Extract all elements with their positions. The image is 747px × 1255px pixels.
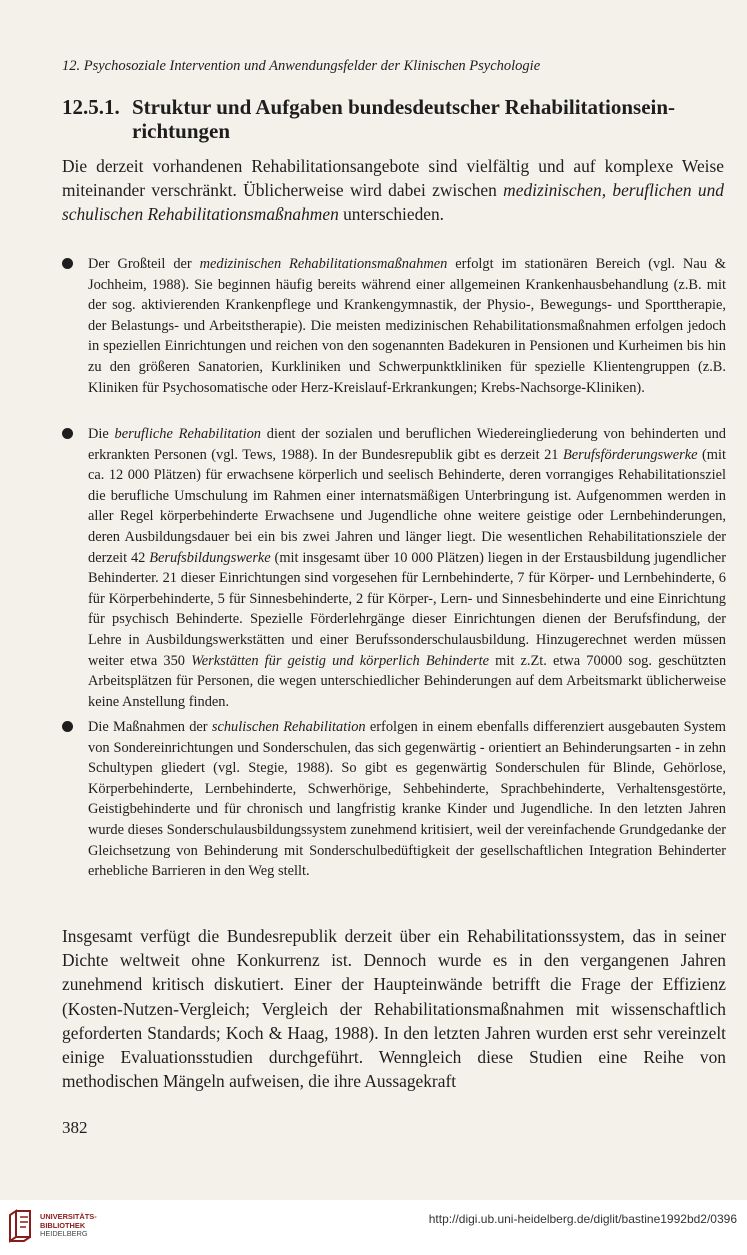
library-name [40, 1213, 97, 1239]
intro-text-1: Die derzeit vorhandenen Rehabilitationsangebote sind vielfältig und auf komplexe Weise miteinander verschränkt. Üblicherweise wird dabei zwischen [62, 156, 724, 200]
intro-paragraph [62, 154, 724, 226]
emphasis: schulischen Rehabilitation [211, 719, 366, 735]
text-run: erfolgt im stationären Bereich (vgl. Nau & Jochheim, 1988). Sie beginnen häufig bereits während einer allgemeinen Krankenhausbehandlung (z.B. mit der sog. aktivierenden Krankenpflege und Krankengymnastik, der Physio-, Bewegungs- und Sporttherapie, der Belastungs- und Arbeitstherapie). Die meisten medizinischen Rehabilitationsmaßnahmen erfolgen jedoch in speziellen Einrichtungen und reichen von den sogenannten Badekuren in Pensionen und Kurheimen bis hin zu den größeren Sanatorien, Kurkliniken und Schwerpunktkliniken für spezielle Klientengruppen (z.B. Kliniken für Psychosomatische oder Herz-Kreislauf-Erkrankungen; Krebs-Nachsorge-Kliniken). [88, 256, 726, 396]
library-logo-icon [8, 1209, 36, 1243]
bullet-medical-rehabilitation [62, 254, 726, 398]
bullet-dot-icon [62, 721, 73, 732]
emphasis: Berufsförderungswerke [562, 446, 698, 463]
text-run: dient der sozialen und beruflichen Wiedereingliederung von behinderten und erkrankten Personen (vgl. Tews, 1988). In der Bundesrepublik gibt es derzeit 21 [88, 426, 726, 463]
section-title-line-2: richtungen [132, 119, 231, 143]
intro-emphasis: medizinischen, beruflichen und schulischen Rehabilitationsmaßnahmen [62, 180, 724, 224]
bullet-school-rehabilitation [62, 717, 726, 882]
running-head: 12. Psychosoziale Intervention und Anwendungsfelder der Klinischen Psychologie [62, 58, 541, 74]
page-number: 382 [62, 1118, 88, 1137]
text-run: Die Maßnahmen der [88, 719, 212, 735]
intro-text-2: unterschieden. [338, 204, 445, 224]
text-run: Der Großteil der [88, 256, 200, 272]
emphasis: Werkstätten für geistig und körperlich Behinderte [191, 652, 490, 669]
emphasis: berufliche Rehabilitation [114, 426, 261, 442]
digitization-footer [0, 1200, 747, 1255]
source-url-link[interactable]: http://digi.ub.uni-heidelberg.de/diglit/bastine1992bd2/0396 [428, 1212, 737, 1226]
library-name-line-3: HEIDELBERG [40, 1229, 88, 1239]
bullet-text [88, 254, 726, 398]
emphasis: Berufsbildungswerke [149, 549, 271, 566]
bullet-vocational-rehabilitation [62, 424, 726, 712]
emphasis: medizinischen Rehabilitationsmaßnahmen [199, 256, 448, 272]
text-run: (mit ca. 12 000 Plätzen) für erwachsene körperlich und seelisch Behinderte, deren vorrangiges Rehabilitationsziel die berufliche Umschulung im Rahmen einer internatsmäßigen Unterbringung ist. Aufgenommen werden in aller Regel körperbehinderte Erwachsene und Jugendliche ohne weitere geistige oder Lernbehinderungen, deren Ausbildungsdauer bei ein bis zwei Jahren und länger liegt. Die wesentlichen Rehabilitationsziele der derzeit 42 [88, 446, 726, 566]
library-name-line-1: UNIVERSITÄTS- [40, 1212, 97, 1221]
bullet-text [88, 717, 726, 882]
text-run: Die [88, 426, 115, 442]
text-run: mit z.Zt. etwa 70000 sog. geschützten Arbeitsplätzen für Personen, die wegen unterschiedlicher Behinderungen auf dem Arbeitsmarkt üblicherweise keine Anstellung finden. [88, 652, 727, 710]
closing-paragraph: Insgesamt verfügt die Bundesrepublik derzeit über ein Rehabilitationssystem, das in seiner Dichte weltweit ohne Konkurrenz ist. Dennoch wurde es in den vergangenen Jahren zunehmend kritisch diskutiert. Einer der Haupteinwände betrifft die Frage der Effizienz (Kosten-Nutzen-Vergleich; Vergleich der Rehabilitationsmaßnahmen mit wissenschaftlich geforderten Standards; Koch & Haag, 1988). In den letzten Jahren wurden erst sehr vereinzelt einige Evaluationsstudien durchgeführt. Wenngleich diese Studien eine Reihe von methodischen Mängeln aufweisen, die ihre Aussagekraft [62, 926, 726, 1092]
section-title-line-1: Struktur und Aufgaben bundesdeutscher Rehabilitationsein- [132, 95, 676, 119]
library-name-line-2: BIBLIOTHEK [40, 1220, 86, 1230]
section-number: 12.5.1. [62, 95, 120, 119]
text-run: (mit insgesamt über 10 000 Plätzen) liegen in der Erstausbildung jugendlicher Behinderter. 21 dieser Einrichtungen sind vorgesehen für Lernbehinderte, 7 für Körper- und Lernbehinderte, 6 für Körperbehinderte, 5 für Sinnesbehinderte, 2 für Körper-, Lern- und Sinnesbehinderte und eine Einrichtung für psychisch Behinderte. Spezielle Förderlehrgänge dieser Einrichtungen dienen der Berufsfindung, der Lehre in Ausbildungswerkstätten und einer Berufssonderschulausbildung. Hinzugerechnet werden müssen weiter etwa 350 [88, 549, 726, 669]
bullet-dot-icon [62, 258, 73, 269]
text-run: erfolgen in einem ebenfalls differenziert ausgebauten System von Sondereinrichtungen und Sonderschulen, das sich gegenwärtig - orientiert an Behinderungsarten - in zehn Schultypen gliedert (vgl. Stegie, 1988). So gibt es gegenwärtig Sonderschulen für Blinde, Gehörlose, Körperbehinderte, Lernbehinderte, Schwerhörige, Sehbehinderte, Sprachbehinderte, Verhaltensgestörte, Geistigbehinderte und für chronisch und langfristig kranke Kinder und Jugendliche. In den letzten Jahren wurde dieses Sonderschulausbildungssystem zunehmend kritisiert, weil der vereinfachende Grundgedanke der Gleichsetzung von Behinderung mit Sonderschulbedüftigkeit der gesellschaftlichen Integration Behinderter erhebliche Barrieren in den Weg stellt. [88, 719, 726, 880]
bullet-dot-icon [62, 428, 73, 439]
bullet-text [88, 424, 726, 712]
